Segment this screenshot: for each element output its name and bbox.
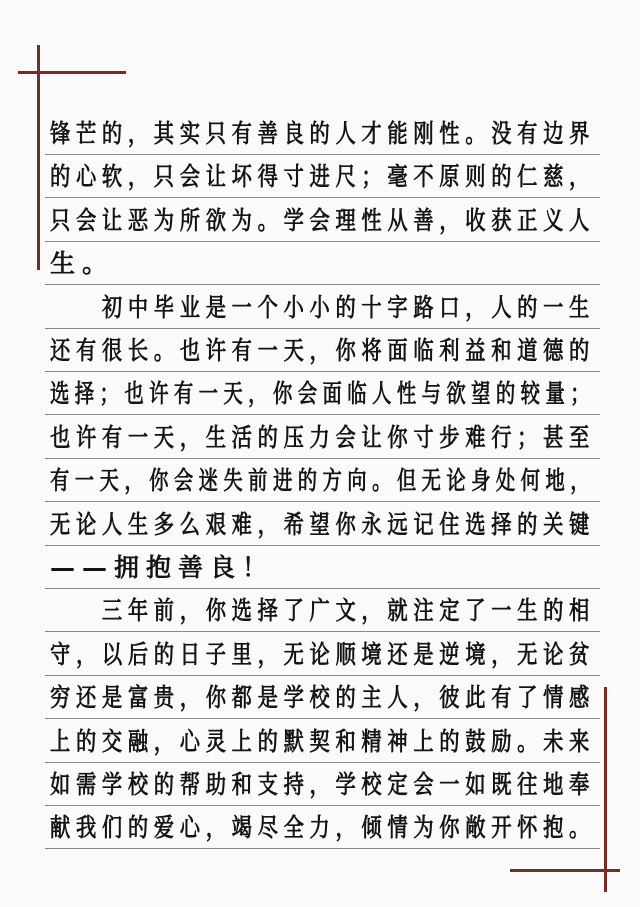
corner-mark-top-left-horizontal xyxy=(18,71,126,74)
corner-mark-bottom-right-horizontal xyxy=(510,869,620,872)
corner-mark-top-left-vertical xyxy=(37,45,40,270)
text-line: 生。 xyxy=(50,249,115,279)
text-line: 锋芒的，其实只有善良的人才能刚性。没有边界 xyxy=(50,119,596,148)
ruled-line xyxy=(45,506,600,546)
ruled-line xyxy=(45,158,600,198)
ruled-line xyxy=(45,549,600,589)
text-line: 献我们的爱心，竭尽全力，倾情为你敞开怀抱。 xyxy=(50,813,596,843)
ruled-line xyxy=(45,202,600,242)
ruled-line xyxy=(45,462,600,502)
ruled-line xyxy=(45,419,600,459)
ruled-line xyxy=(45,245,600,285)
text-line: 如需学校的帮助和支持，学校定会一如既往地奉 xyxy=(50,770,596,799)
text-line: 只会让恶为所欲为。学会理性从善，收获正义人 xyxy=(50,205,596,235)
text-line: 上的交融，心灵上的默契和精神上的鼓励。未来 xyxy=(50,726,596,756)
text-line: 无论人生多么艰难，希望你永远记住选择的关键 xyxy=(50,509,596,539)
text-line: 的心软，只会让坏得寸进尺；毫不原则的仁慈， xyxy=(50,162,596,192)
ruled-line xyxy=(45,809,600,849)
ruled-line xyxy=(45,766,600,806)
text-line: 初中毕业是一个小小的十字路口，人的一生 xyxy=(50,292,596,322)
ruled-line xyxy=(45,332,600,372)
ruled-line xyxy=(45,375,600,415)
corner-mark-bottom-right-vertical xyxy=(604,687,607,892)
text-line: 还有很长。也许有一天，你将面临利益和道德的 xyxy=(50,336,596,365)
ruled-line xyxy=(45,723,600,763)
ruled-line xyxy=(45,289,600,329)
ruled-line xyxy=(45,115,600,155)
text-line: ——拥抱善良！ xyxy=(50,553,275,582)
ruled-line xyxy=(45,592,600,632)
text-line: 也许有一天，生活的压力会让你寸步难行；甚至 xyxy=(50,422,596,452)
text-line: 穷还是富贵，你都是学校的主人，彼此有了情感 xyxy=(50,683,596,713)
text-line: 三年前，你选择了广文，就注定了一生的相 xyxy=(50,596,596,626)
ruled-line xyxy=(45,679,600,719)
text-line: 守，以后的日子里，无论顺境还是逆境，无论贫 xyxy=(50,639,596,669)
text-line: 选择；也许有一天，你会面临人性与欲望的较量； xyxy=(50,379,596,409)
ruled-line xyxy=(45,636,600,676)
text-line: 有一天，你会迷失前进的方向。但无论身处何地， xyxy=(50,466,596,496)
